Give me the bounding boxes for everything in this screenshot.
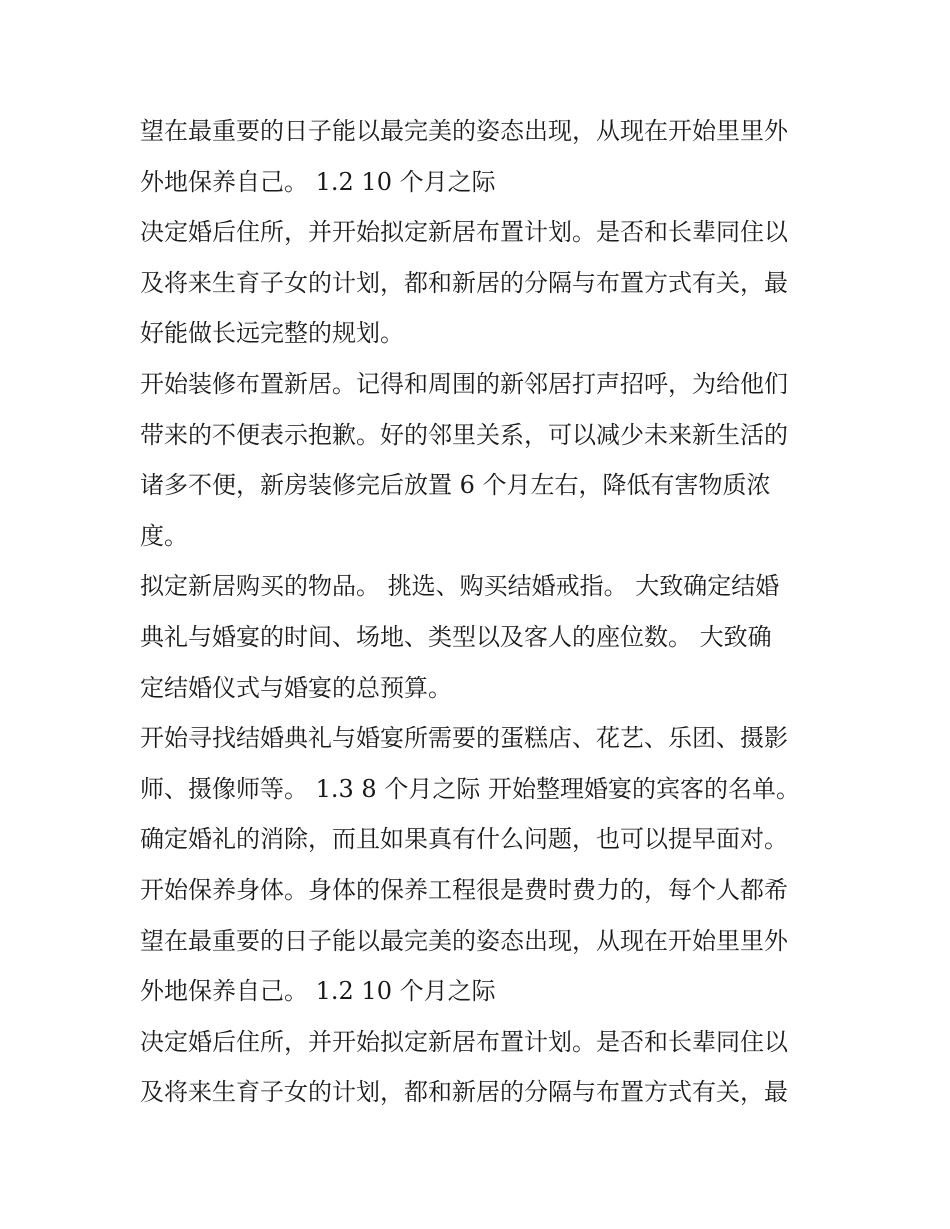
text-line-20: 及将来生育子女的计划，都和新居的分隔与布置方式有关，最	[140, 1078, 788, 1107]
text-line-18: 外地保养自己。 1.2 10 个月之际	[140, 977, 496, 1006]
text-line-6: 开始装修布置新居。记得和周围的新邻居打声招呼，为给他们	[140, 369, 788, 398]
text-line-13: 开始寻找结婚典礼与婚宴所需要的蛋糕店、花艺、乐团、摄影	[140, 724, 788, 753]
text-line-16: 开始保养身体。身体的保养工程很是费时费力的，每个人都希	[140, 875, 788, 904]
text-line-1: 望在最重要的日子能以最完美的姿态出现，从现在开始里里外	[140, 117, 788, 145]
text-line-11: 典礼与婚宴的时间、场地、类型以及客人的座位数。 大致确	[140, 622, 772, 651]
text-line-15: 确定婚礼的消除，而且如果真有什么问题，也可以提早面对。	[140, 825, 788, 854]
text-line-12: 定结婚仪式与婚宴的总预算。	[140, 673, 452, 702]
text-line-19: 决定婚后住所，并开始拟定新居布置计划。是否和长辈同住以	[140, 1027, 788, 1056]
text-line-8: 诸多不便，新房装修完后放置 6 个月左右，降低有害物质浓	[140, 471, 771, 500]
text-line-17: 望在最重要的日子能以最完美的姿态出现，从现在开始里里外	[140, 926, 788, 955]
text-line-4: 及将来生育子女的计划，都和新居的分隔与布置方式有关，最	[140, 268, 788, 297]
document-body	[140, 106, 820, 1118]
text-line-9: 度。	[140, 521, 188, 550]
text-line-14: 师、摄像师等。 1.3 8 个月之际 开始整理婚宴的宾客的名单。	[140, 774, 800, 803]
text-line-5: 好能做长远完整的规划。	[140, 319, 404, 348]
text-line-3: 决定婚后住所，并开始拟定新居布置计划。是否和长辈同住以	[140, 218, 788, 247]
text-line-2: 外地保养自己。 1.2 10 个月之际	[140, 167, 496, 196]
text-line-7: 带来的不便表示抱歉。好的邻里关系，可以减少未来新生活的	[140, 420, 788, 449]
text-line-10: 拟定新居购买的物品。 挑选、购买结婚戒指。 大致确定结婚	[140, 572, 780, 601]
